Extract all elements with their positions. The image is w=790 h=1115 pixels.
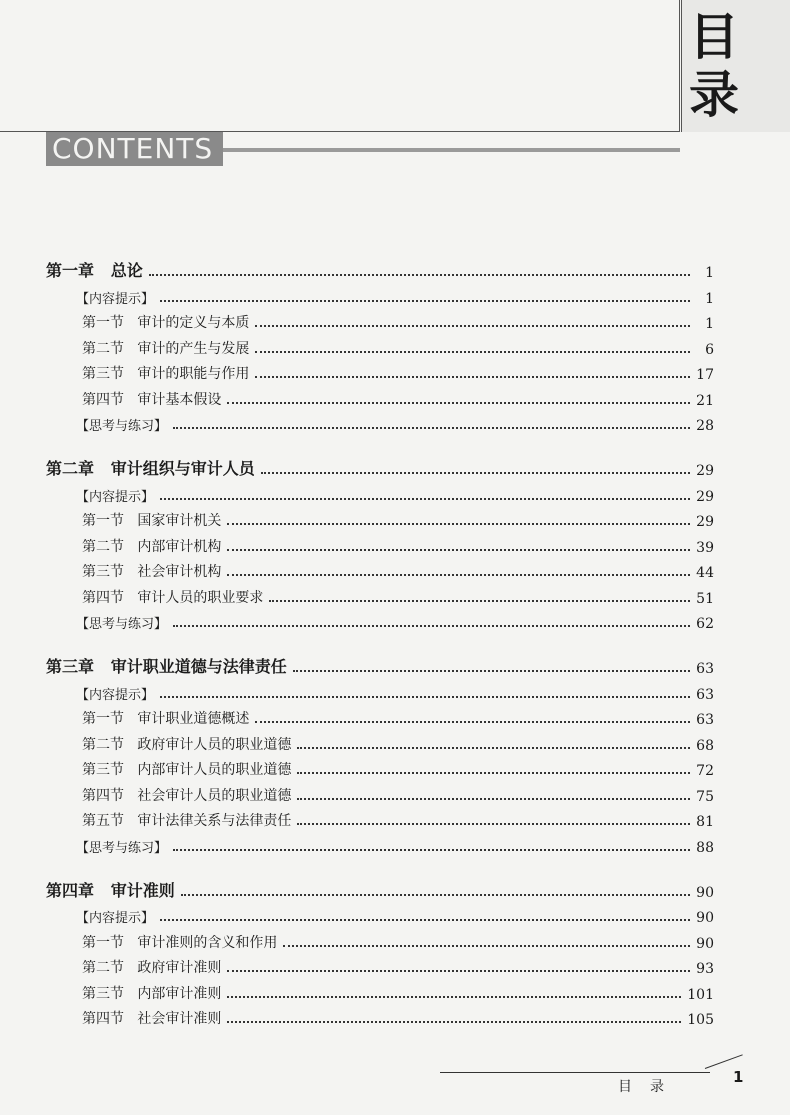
dot-leader <box>173 625 690 627</box>
toc-sub-row[interactable] <box>46 409 714 435</box>
dot-leader <box>227 996 681 998</box>
toc-entry-page: 72 <box>696 763 714 779</box>
footer-rule-slant <box>705 1054 743 1069</box>
toc-sec-row[interactable] <box>46 779 714 805</box>
dot-leader <box>227 402 690 404</box>
toc-sec-row[interactable] <box>46 358 714 384</box>
dot-leader <box>297 823 690 825</box>
footer-label: 目录 <box>618 1079 682 1095</box>
toc-entry-page: 62 <box>696 616 714 632</box>
dot-leader <box>293 670 690 672</box>
toc-entry-page: 75 <box>696 788 714 805</box>
toc-sub-row[interactable] <box>46 677 714 703</box>
toc-sec-row[interactable] <box>46 581 714 607</box>
dot-leader <box>269 600 690 602</box>
toc-entry-label: 【内容提示】 <box>76 911 155 926</box>
toc-entry-page: 63 <box>696 712 714 728</box>
toc-entry-page: 51 <box>696 590 714 607</box>
toc-entry-page: 44 <box>696 565 714 581</box>
toc-entry-page: 88 <box>696 839 714 856</box>
toc-sec-row[interactable] <box>46 383 714 409</box>
toc-sub-row[interactable] <box>46 479 714 505</box>
page-title-char: 目 <box>689 8 739 66</box>
toc-entry-page: 81 <box>696 814 714 830</box>
toc-sec-row[interactable] <box>46 556 714 582</box>
toc-entry-label: 第三节 内部审计人员的职业道德 <box>82 762 292 778</box>
dot-leader <box>261 472 690 474</box>
dot-leader <box>173 427 690 429</box>
toc-entry-page: 93 <box>696 961 714 977</box>
toc-sec-row[interactable] <box>46 926 714 952</box>
toc-entry-label: 第二章 审计组织与审计人员 <box>46 459 255 478</box>
toc-entry-label: 【内容提示】 <box>76 687 155 703</box>
toc-entry-page: 63 <box>696 661 714 677</box>
toc-entry-label: 第三节 审计的职能与作用 <box>82 366 250 382</box>
toc-entry-label: 【思考与练习】 <box>76 419 168 434</box>
toc-sec-row[interactable] <box>46 952 714 978</box>
toc-entry-label: 【内容提示】 <box>76 291 155 307</box>
toc-sec-row[interactable] <box>46 754 714 780</box>
toc-sec-row[interactable] <box>46 1003 714 1029</box>
dot-leader <box>283 945 690 947</box>
toc-entry-page: 90 <box>696 935 714 952</box>
toc-entry-page: 29 <box>696 514 714 530</box>
dot-leader <box>297 798 690 800</box>
toc-sec-row[interactable] <box>46 307 714 333</box>
dot-leader <box>255 325 690 327</box>
dot-leader <box>173 849 690 851</box>
dot-leader <box>255 376 690 378</box>
toc-entry-label: 第一章 总论 <box>46 261 143 280</box>
toc-entry-label: 第二节 内部审计机构 <box>82 538 222 555</box>
toc-entry-page: 28 <box>696 418 714 434</box>
dot-leader <box>160 300 690 302</box>
toc-entry-label: 【思考与练习】 <box>76 617 168 632</box>
toc-entry-page: 39 <box>696 539 714 556</box>
toc-sub-row[interactable] <box>46 281 714 307</box>
toc-entry-label: 第三节 内部审计准则 <box>82 985 222 1002</box>
toc-entry-page: 1 <box>705 265 714 281</box>
toc-chapter-row[interactable] <box>46 870 714 901</box>
dot-leader <box>160 498 690 500</box>
toc-sec-row[interactable] <box>46 332 714 358</box>
footer-page-number: 1 <box>733 1068 744 1086</box>
dot-leader <box>160 696 690 698</box>
dot-leader <box>149 274 690 276</box>
toc-sub-row[interactable] <box>46 901 714 927</box>
toc-entry-page: 29 <box>696 463 714 479</box>
toc-entry-page: 1 <box>705 290 714 307</box>
toc-entry-label: 第二节 政府审计准则 <box>82 960 222 976</box>
toc-entry-page: 21 <box>696 392 714 409</box>
toc-entry-label: 第一节 审计职业道德概述 <box>82 711 250 727</box>
toc-chapter-row[interactable] <box>46 250 714 281</box>
toc-entry-label: 第一节 国家审计机关 <box>82 513 222 529</box>
page-title <box>683 8 745 124</box>
toc-entry-label: 第四节 社会审计准则 <box>82 1011 222 1027</box>
toc-entry-label: 第二节 审计的产生与发展 <box>82 340 250 357</box>
contents-label: CONTENTS <box>46 132 223 166</box>
toc-sec-row[interactable] <box>46 703 714 729</box>
toc-entry-page: 105 <box>687 1012 714 1028</box>
toc-entry-label: 第四章 审计准则 <box>46 880 175 900</box>
dot-leader <box>255 351 690 353</box>
dot-leader <box>297 772 690 774</box>
toc-entry-label: 第四节 社会审计人员的职业道德 <box>82 787 292 804</box>
toc-entry-page: 1 <box>705 316 714 332</box>
toc-chapter-row[interactable] <box>46 646 714 677</box>
toc-sec-row[interactable] <box>46 728 714 754</box>
dot-leader <box>255 721 690 723</box>
page-title-char: 录 <box>689 66 739 124</box>
toc-entry-label: 【内容提示】 <box>76 489 155 505</box>
dot-leader <box>297 747 690 749</box>
toc-entry-page: 63 <box>696 686 714 703</box>
toc-sec-row[interactable] <box>46 977 714 1003</box>
toc-entry-label: 第一节 审计的定义与本质 <box>82 315 250 331</box>
toc-entry-label: 第四节 审计基本假设 <box>82 391 222 408</box>
toc-entry-page: 90 <box>696 884 714 901</box>
dot-leader <box>160 919 690 921</box>
dot-leader <box>227 523 690 525</box>
toc-sub-row[interactable] <box>46 607 714 633</box>
toc-entry-page: 101 <box>687 986 714 1003</box>
dot-leader <box>227 1021 681 1023</box>
toc-entry-label: 第三节 社会审计机构 <box>82 564 222 580</box>
dot-leader <box>181 894 690 896</box>
toc-entry-page: 29 <box>696 488 714 505</box>
toc-entry-page: 6 <box>705 341 714 358</box>
toc-chapter-row[interactable] <box>46 448 714 479</box>
toc-entry-label: 第二节 政府审计人员的职业道德 <box>82 736 292 753</box>
header-frame <box>0 0 680 132</box>
toc-sub-row[interactable] <box>46 830 714 856</box>
toc-entry-label: 第一节 审计准则的含义和作用 <box>82 934 278 951</box>
toc-sec-row[interactable] <box>46 505 714 531</box>
toc-entry-label: 【思考与练习】 <box>76 840 168 856</box>
toc-entry-page: 17 <box>696 367 714 383</box>
table-of-contents <box>46 250 714 1028</box>
dot-leader <box>227 549 690 551</box>
toc-entry-page: 68 <box>696 737 714 754</box>
toc-entry-label: 第三章 审计职业道德与法律责任 <box>46 657 287 676</box>
toc-sec-row[interactable] <box>46 805 714 831</box>
toc-entry-label: 第五节 审计法律关系与法律责任 <box>82 813 292 829</box>
toc-sec-row[interactable] <box>46 530 714 556</box>
footer-rule <box>440 1072 710 1073</box>
dot-leader <box>227 574 690 576</box>
dot-leader <box>227 970 690 972</box>
toc-entry-label: 第四节 审计人员的职业要求 <box>82 589 264 606</box>
toc-entry-page: 90 <box>696 910 714 926</box>
